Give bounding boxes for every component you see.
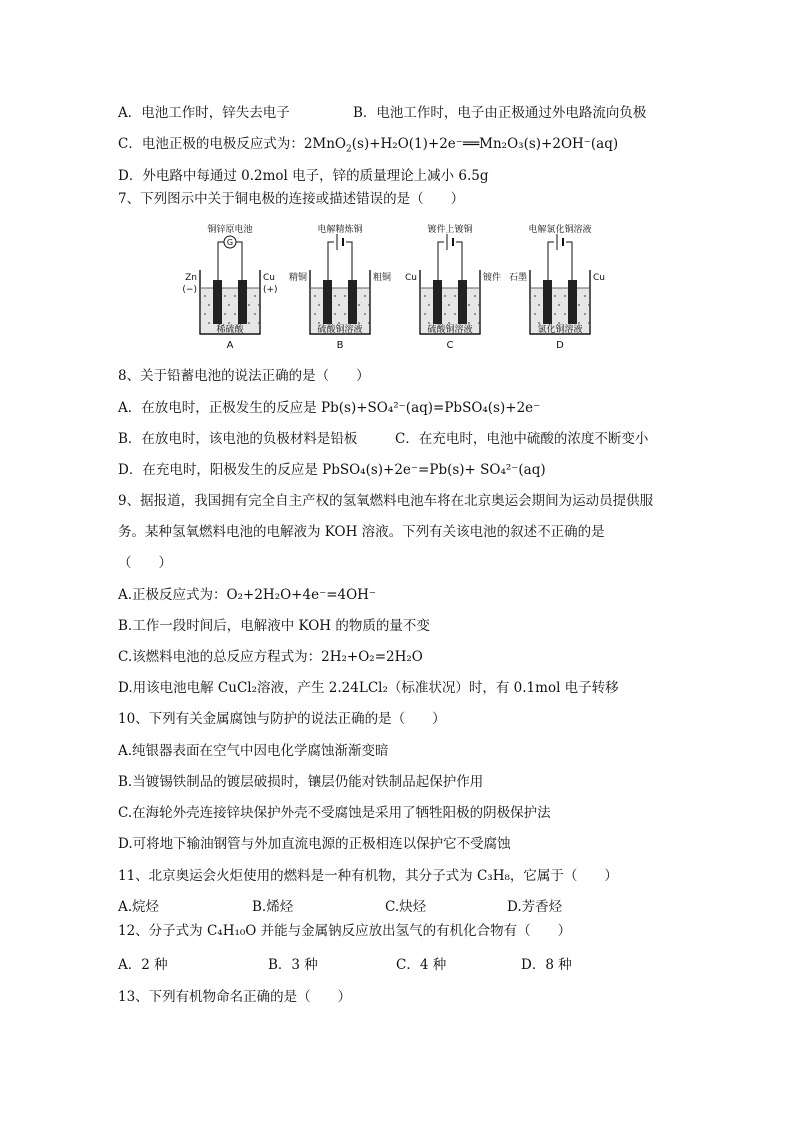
battery-gap — [554, 236, 566, 248]
solution-dot — [448, 304, 450, 306]
q8-option-b: B．在放电时，该电池的负极材料是铅板 — [118, 431, 358, 447]
solution-dot — [318, 304, 320, 306]
solution-dot — [478, 304, 480, 306]
q12-option-c: C．4 种 — [396, 957, 447, 973]
q8-stem: 8、关于铅蓄电池的说法正确的是（ ） — [118, 368, 370, 384]
q9-stem-line3: （ ） — [118, 555, 172, 571]
solution-dot — [588, 322, 590, 324]
solution-dot — [258, 322, 260, 324]
solution-dot — [444, 295, 446, 297]
solution-dot — [368, 322, 370, 324]
solution-dot — [558, 322, 560, 324]
q9-stem-line2: 务。某种氢氧燃料电池的电解液为 KOH 溶液。下列有关该电池的叙述不正确的是 — [118, 524, 605, 540]
q9-stem-line1: 9、据报道，我国拥有完全自主产权的氢氧燃料电池车将在北京奥运会期间为运动员提供服 — [118, 493, 654, 509]
right-electrode — [348, 280, 357, 324]
solution-dot — [424, 295, 426, 297]
q11-stem: 11、北京奥运会火炬使用的燃料是一种有机物，其分子式为 C₃H₈，它属于（ ） — [118, 868, 618, 884]
right-electrode-label: Cu — [593, 273, 605, 283]
solution-label: 硫酸铜溶液 — [427, 325, 473, 335]
solution-dot — [234, 313, 236, 315]
q6-option-c-pre: C．电池正极的电极反应式为：2MnO — [118, 136, 347, 152]
solution-dot — [204, 295, 206, 297]
left-electrode-sign: (−) — [182, 285, 197, 295]
q10-option-d: D.可将地下输油钢管与外加直流电源的正极相连以保护它不受腐蚀 — [118, 836, 511, 852]
solution-dot — [578, 304, 580, 306]
cell-a — [182, 223, 277, 351]
solution-dot — [538, 304, 540, 306]
solution-dot — [344, 295, 346, 297]
solution-dot — [344, 313, 346, 315]
q6-option-a: A．电池工作时，锌失去电子 — [118, 105, 290, 121]
solution-dot — [564, 313, 566, 315]
solution-dot — [318, 322, 320, 324]
q12-option-b: B．3 种 — [268, 957, 318, 973]
solution-dot — [588, 304, 590, 306]
left-electrode-label: Cu — [405, 273, 417, 283]
solution-label: 稀硫酸 — [216, 325, 244, 335]
solution-dot — [554, 295, 556, 297]
q9-option-d: D.用该电池电解 CuCl₂溶液，产生 2.24LCl₂（标准状况）时，有 0.1mol 电子转移 — [118, 680, 619, 696]
cell-title: 电解精炼铜 — [317, 225, 363, 235]
cell-letter: C — [446, 340, 454, 351]
solution-dot — [248, 304, 250, 306]
galvanometer-label: G — [226, 238, 234, 247]
left-electrode — [323, 280, 332, 324]
solution-dot — [228, 304, 230, 306]
q9-option-a: A.正极反应式为：O₂+2H₂O+4e⁻=4OH⁻ — [118, 587, 377, 603]
solution-dot — [578, 322, 580, 324]
cell-c — [405, 223, 501, 351]
q11-option-b: B.烯烃 — [252, 899, 294, 915]
cell-letter: B — [336, 340, 344, 351]
cell-title: 电解氯化铜溶液 — [528, 225, 592, 235]
cell-letter: D — [556, 340, 564, 351]
solution-dot — [454, 313, 456, 315]
solution-dot — [338, 304, 340, 306]
left-electrode — [433, 280, 442, 324]
q11-option-d: D.芳香烃 — [507, 899, 563, 915]
cell-title: 镀件上镀铜 — [427, 225, 473, 235]
q10-stem: 10、下列有关金属腐蚀与防护的说法正确的是（ ） — [118, 711, 446, 727]
q9-option-c: C.该燃料电池的总反应方程式为：2H₂+O₂=2H₂O — [118, 649, 423, 665]
solution-dot — [454, 295, 456, 297]
solution-dot — [234, 295, 236, 297]
solution-dot — [254, 295, 256, 297]
cell-title: 铜锌原电池 — [207, 225, 253, 235]
right-electrode — [238, 280, 247, 324]
solution-dot — [208, 304, 210, 306]
solution-dot — [248, 322, 250, 324]
left-electrode — [213, 280, 222, 324]
solution-dot — [368, 304, 370, 306]
battery-gap — [334, 236, 346, 248]
solution-dot — [554, 313, 556, 315]
solution-dot — [204, 313, 206, 315]
q11-option-a: A.烷烃 — [118, 899, 160, 915]
right-electrode — [458, 280, 467, 324]
solution-dot — [228, 322, 230, 324]
q9-option-b: B.工作一段时间后，电解液中 KOH 的物质的量不变 — [118, 618, 430, 634]
solution-dot — [358, 304, 360, 306]
left-electrode — [543, 280, 552, 324]
solution-dot — [314, 313, 316, 315]
q7-stem: 7、下列图示中关于铜电极的连接或描述错误的是（ ） — [118, 191, 465, 207]
solution-dot — [358, 322, 360, 324]
q10-option-b: B.当镀锡铁制品的镀层破损时，镶层仍能对铁制品起保护作用 — [118, 774, 484, 790]
q12-option-d: D．8 种 — [521, 957, 572, 973]
q12-stem: 12、分子式为 C₄H₁₀O 并能与金属钠反应放出氢气的有机化合物有（ ） — [118, 923, 572, 939]
solution-dot — [468, 322, 470, 324]
right-electrode-sign: (+) — [263, 285, 278, 295]
q10-option-a: A.纯银器表面在空气中因电化学腐蚀渐渐变暗 — [118, 743, 389, 759]
solution-dot — [224, 313, 226, 315]
right-electrode-label: Cu — [263, 273, 275, 283]
q12-option-a: A．2 种 — [118, 957, 168, 973]
q7-figure — [182, 222, 620, 354]
solution-label: 硫酸铜溶液 — [317, 325, 363, 335]
solution-dot — [478, 322, 480, 324]
left-electrode-label: 石墨 — [508, 273, 527, 283]
solution-dot — [334, 295, 336, 297]
q8-option-d: D．在充电时，阳极发生的反应是 PbSO₄(s)+2e⁻=Pb(s)+ SO₄²⁻(aq) — [118, 462, 546, 478]
solution-dot — [444, 313, 446, 315]
left-electrode-label: Zn — [185, 273, 197, 283]
q11-option-c: C.炔烃 — [385, 899, 427, 915]
solution-dot — [424, 313, 426, 315]
q6-option-d: D．外电路中每通过 0.2mol 电子，锌的质量理论上减小 6.5g — [118, 168, 489, 184]
solution-dot — [224, 295, 226, 297]
solution-dot — [334, 313, 336, 315]
cell-d — [509, 223, 605, 351]
solution-dot — [558, 304, 560, 306]
left-electrode-label: 精铜 — [288, 273, 307, 283]
solution-dot — [534, 313, 536, 315]
right-electrode-label: 镀件 — [483, 273, 502, 283]
q10-option-c: C.在海轮外壳连接锌块保护外壳不受腐蚀是采用了牺牲阳极的阴极保护法 — [118, 805, 551, 821]
solution-dot — [428, 304, 430, 306]
solution-dot — [584, 313, 586, 315]
solution-dot — [584, 295, 586, 297]
cell-letter: A — [226, 340, 234, 351]
solution-dot — [254, 313, 256, 315]
q8-option-a: A．在放电时，正极发生的反应是 Pb(s)+SO₄²⁻(aq)=PbSO₄(s)+2e⁻ — [118, 400, 541, 416]
solution-dot — [474, 313, 476, 315]
solution-dot — [338, 322, 340, 324]
solution-dot — [538, 322, 540, 324]
q6-option-b: B．电池工作时，电子由正极通过外电路流向负极 — [353, 105, 647, 121]
solution-dot — [364, 313, 366, 315]
solution-dot — [448, 322, 450, 324]
solution-dot — [474, 295, 476, 297]
solution-dot — [314, 295, 316, 297]
q6-option-c: C．电池正极的电极反应式为：2MnO$_2$(s)+H₂O(1)+2e⁻══Mn₂O₃(s)+2OH⁻(aq) — [118, 136, 619, 155]
solution-dot — [208, 322, 210, 324]
q8-option-c: C．在充电时，电池中硫酸的浓度不断变小 — [395, 431, 649, 447]
q13-stem: 13、下列有机物命名正确的是（ ） — [118, 989, 352, 1005]
q6-option-c-post: (s)+H₂O(1)+2e⁻══Mn₂O₃(s)+2OH⁻(aq) — [351, 136, 619, 152]
right-electrode-label: 粗铜 — [373, 273, 392, 283]
cell-b — [289, 223, 391, 351]
solution-dot — [428, 322, 430, 324]
solution-dot — [534, 295, 536, 297]
solution-dot — [258, 304, 260, 306]
right-electrode — [568, 280, 577, 324]
solution-dot — [364, 295, 366, 297]
solution-dot — [468, 304, 470, 306]
battery-gap — [444, 236, 456, 248]
solution-label: 氯化铜溶液 — [537, 325, 583, 335]
solution-dot — [564, 295, 566, 297]
